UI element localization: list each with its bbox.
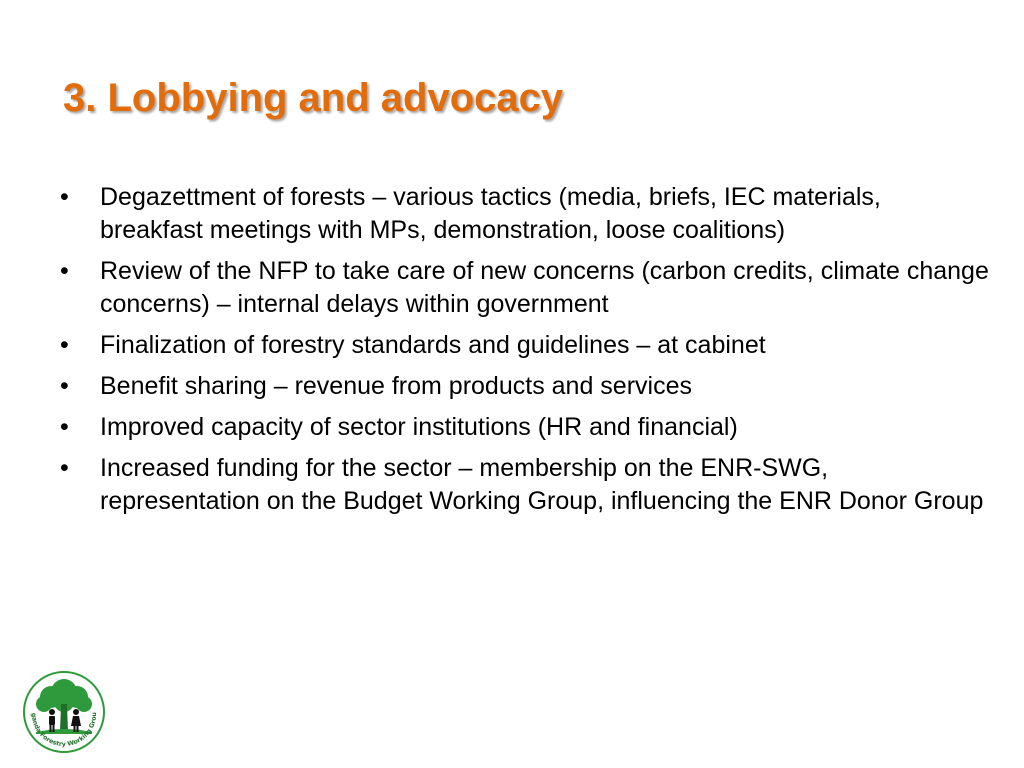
bullet-item xyxy=(60,255,990,321)
bullet-text: Benefit sharing – revenue from products and services xyxy=(100,372,692,400)
bullet-marker: • xyxy=(60,257,69,285)
bullet-marker: • xyxy=(60,183,69,211)
logo-text: ganda Forestry Working Grou xyxy=(29,712,99,749)
bullet-item xyxy=(60,329,990,362)
ufwg-logo xyxy=(22,670,106,754)
bullet-marker: • xyxy=(60,454,69,482)
bullet-item xyxy=(60,370,990,403)
bullet-list xyxy=(60,181,990,526)
tree-with-people-icon xyxy=(22,670,106,754)
bullet-item xyxy=(60,411,990,444)
bullet-text: Finalization of forestry standards and guidelines – at cabinet xyxy=(100,331,766,359)
bullet-item xyxy=(60,452,990,518)
bullet-text: Degazettment of forests – various tactics (media, briefs, IEC materials, breakfast meetings with MPs, demonstration, loose coalitions) xyxy=(100,183,881,244)
bullet-marker: • xyxy=(60,331,69,359)
bullet-text: Review of the NFP to take care of new concerns (carbon credits, climate change concerns) – internal delays within government xyxy=(100,257,989,318)
tree-trunk xyxy=(60,704,68,732)
bullet-text: Increased funding for the sector – membership on the ENR-SWG, representation on the Budget Working Group, influencing the ENR Donor Group xyxy=(100,454,984,515)
slide-title: 3. Lobbying and advocacy xyxy=(63,76,564,120)
bullet-item xyxy=(60,181,990,247)
bullet-text: Improved capacity of sector institutions (HR and financial) xyxy=(100,413,738,441)
bullet-marker: • xyxy=(60,413,69,441)
bullet-marker: • xyxy=(60,372,69,400)
